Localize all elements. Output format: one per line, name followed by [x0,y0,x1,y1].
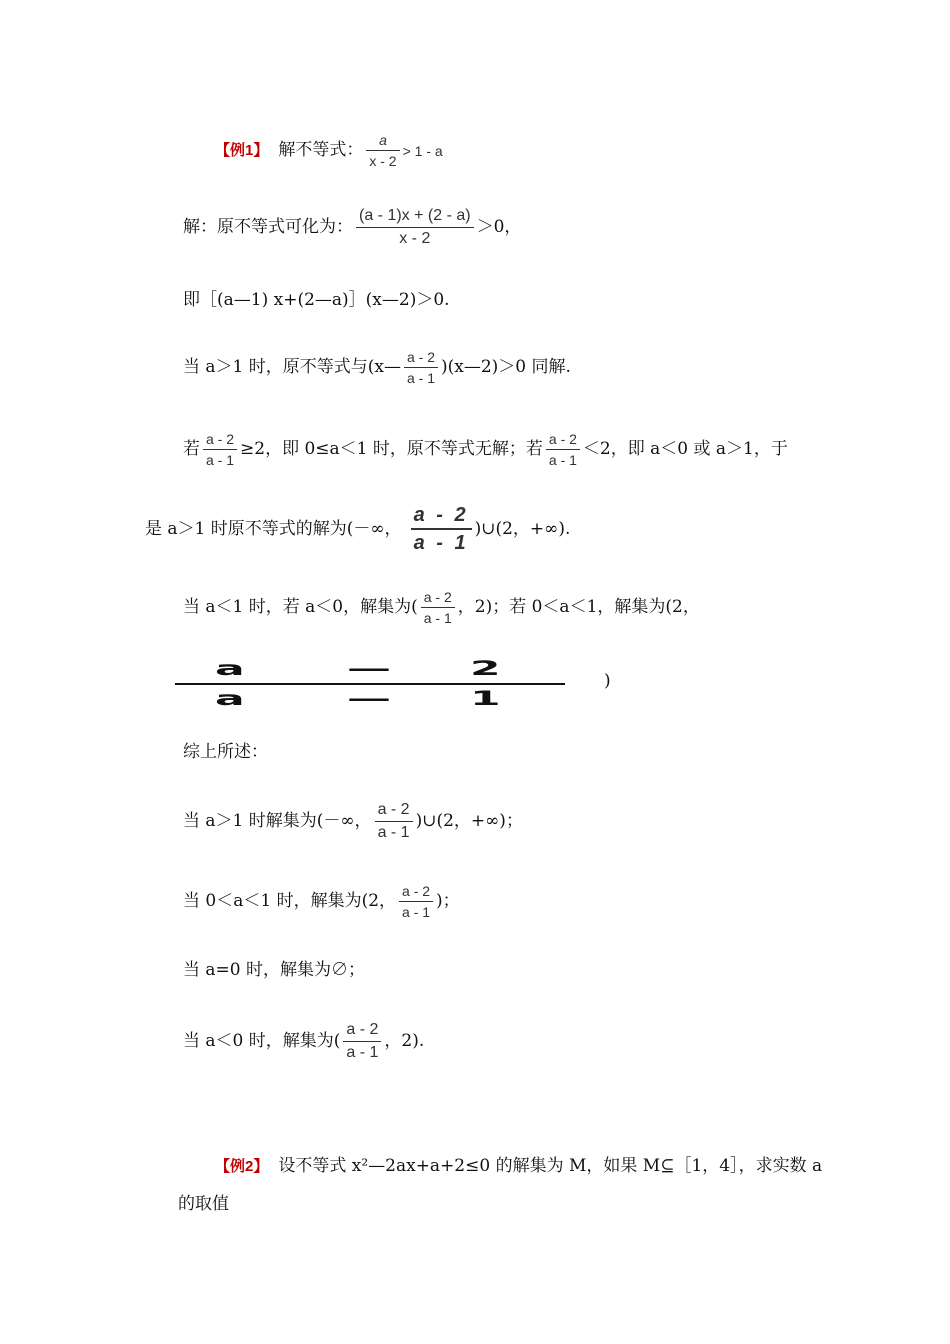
case-text: 当 0＜a＜1 时，解集为(2， [183,891,397,911]
solution-line-3 [183,350,571,385]
fraction-bar [175,683,565,685]
fraction-numerator: a - 2 [406,349,435,365]
fraction-numerator: a [379,132,387,148]
fraction-a2-a1 [375,802,413,841]
fraction-numerator: a - 2 [206,431,235,447]
case-text: )(x—2)＞0 同解. [441,357,571,377]
fraction-denominator: a - 1 [411,528,472,553]
fraction-numerator: a - 2 [346,1021,379,1038]
distorted-fraction [175,655,565,711]
summary-text: 综上所述： [183,742,268,762]
case-text: 当 a＜0 时，解集为( [183,1031,341,1051]
solution-product-form: 即［(a—1) x+(2—a)］(x—2)＞0. [183,290,450,310]
example1-rhs: > 1 - a [402,142,443,159]
fraction-denominator: a - 1 [203,449,237,467]
case-text: 当 a＜1 时，若 a＜0，解集为( [183,597,418,617]
summary-case-4 [183,1022,424,1061]
fraction-denominator: a - 1 [404,367,438,385]
example2-continuation [178,1196,229,1213]
case-text: 若 [183,439,200,459]
solution-line-2 [183,292,450,309]
solution-line-1 [183,208,521,247]
example2-heading [215,1158,822,1175]
fraction-denominator: a - 1 [399,901,433,919]
fraction-a2-a1 [399,884,433,919]
example1-tag: 【例1】 [215,142,269,159]
summary-case-1 [183,802,523,841]
solution-intro: 解：原不等式可化为： [183,217,353,237]
fraction-denominator: a - 1 [546,449,580,467]
solution-line-5 [145,505,570,553]
fraction-denominator: a - 1 [375,821,413,841]
big-numerator-2: 2 [470,657,501,681]
fraction-numerator: a - 2 [423,589,452,605]
case-text: 当 a=0 时，解集为∅； [183,960,366,980]
fraction-numerator: a - 2 [548,431,577,447]
summary-heading [183,744,268,761]
big-numerator-a: a [215,657,245,681]
fraction-numerator: a - 2 [402,883,431,899]
case-text: ，2). [384,1031,425,1051]
big-denominator-minus: — [347,687,391,711]
fraction-a2-a1 [421,590,455,625]
case-text: )∪(2，+∞). [474,518,571,539]
example1-prompt: 解不等式： [278,140,364,160]
fraction-denominator: x - 2 [366,150,399,168]
case-text: )； [436,891,460,911]
fraction-a2-a1 [203,432,237,467]
case-text: ≥2，即 0≤a＜1 时，原不等式无解；若 [240,439,543,459]
fraction-a2-a1 [343,1022,381,1061]
fraction-numerator: a - 2 [377,801,410,818]
big-denominator-a: a [215,687,245,711]
example1-fraction [366,133,399,168]
case-text: ＜2，即 a＜0 或 a＞1，于 [582,439,788,459]
big-fraction-close-paren [604,673,611,690]
solution-fraction-1 [356,208,474,247]
big-denominator-1: 1 [470,687,501,711]
fraction-denominator: a - 1 [421,607,455,625]
solution-gt-zero: ＞0， [476,217,522,237]
case-text: )∪(2，+∞)； [415,811,523,831]
example2-text-continued: 的取值 [178,1194,229,1214]
fraction-denominator: a - 1 [343,1041,381,1061]
summary-case-3 [183,962,365,979]
solution-line-6 [183,590,700,625]
big-numerator-minus: — [347,657,391,681]
case-text: 当 a＞1 时解集为(－∞， [183,811,372,831]
case-text: 当 a＞1 时，原不等式与(x— [183,357,401,377]
example2-text: 设不等式 x²—2ax+a+2≤0 的解集为 M，如果 M⊆［1，4］，求实数 a [278,1156,823,1176]
solution-line-4 [183,432,788,467]
summary-case-2 [183,884,460,919]
fraction-numerator: a - 2 [413,504,469,526]
fraction-a2-a1-large [411,505,472,553]
close-paren: ) [604,671,611,691]
example2-tag: 【例2】 [215,1158,269,1175]
fraction-a2-a1 [546,432,580,467]
fraction-denominator: x - 2 [356,227,474,247]
fraction-a2-a1 [404,350,438,385]
case-text: ，2)；若 0＜a＜1，解集为(2， [457,597,700,617]
example1-heading [215,133,443,168]
case-text: 是 a＞1 时原不等式的解为(－∞， [145,518,402,539]
fraction-numerator: (a - 1)x + (2 - a) [359,207,471,224]
